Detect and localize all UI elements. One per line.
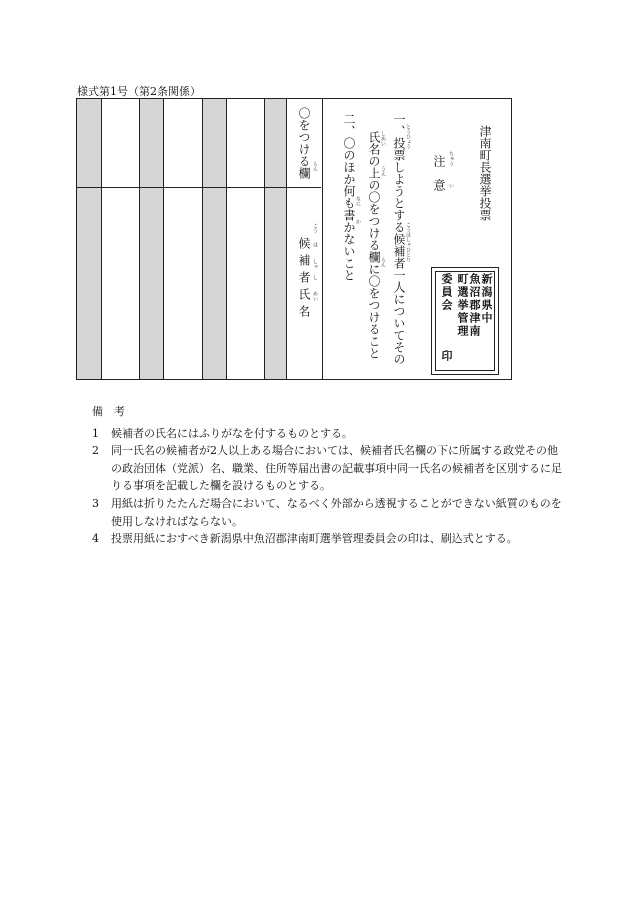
note-number: 1 [92,426,99,440]
candidate-ruby: めい [312,291,318,301]
vote-column [102,99,140,379]
ballot-title: 津南町長選挙投票 [478,125,492,221]
seal-line: 委員会 [440,273,453,312]
column-divider [77,187,321,188]
note-text: 投票用紙におすべき新潟県中魚沼郡津南町選挙管理委員会の印は、刷込式とする。 [111,532,518,546]
notes-title: 備 考 [92,405,125,418]
note-text: 候補者の氏名にはふりがなを付するものとする。 [111,426,353,440]
note-number: 3 [92,496,99,510]
seal-line: 町選挙管理 [456,273,469,338]
candidate-column-label: 候補者氏名 [297,237,311,322]
seal-line: 魚沼郡津南 [468,273,481,338]
notes-section [92,403,562,548]
gray-column [140,99,164,379]
notice-ruby: ちゅう [448,151,454,166]
gray-column [203,99,227,379]
candidate-ruby: し [312,275,318,280]
instruction-1-ruby: とうひょう [405,124,411,149]
candidate-ruby: ほ [312,242,318,247]
vote-column [164,99,203,379]
seal-line: 新潟県中 [480,273,493,325]
note-item [92,442,562,495]
mark-column-ruby: らん [312,161,318,171]
gray-column [77,99,102,379]
note-number: 2 [92,444,99,458]
instruction-1-ruby: こうほしゃひとり [405,222,411,262]
instruction-1-cont: 氏名の上の〇をつける欄に〇をつけること [367,131,381,359]
note-number: 4 [92,532,99,546]
form-label: 様式第1号（第2条関係） [77,85,201,98]
vote-column [227,99,265,379]
instruction-2-ruby: なに [355,196,361,206]
instruction-1-ruby: うえ [380,166,386,176]
ballot-form [76,98,512,380]
seal-line: 印 [440,350,453,363]
mark-column-label: 〇をつける欄 [297,107,311,179]
note-item [92,425,562,443]
note-item [92,530,562,548]
election-commission-seal [431,267,499,375]
instruction-2: 二、〇のほか何も書かないこと [342,113,356,281]
candidate-ruby: しゃ [312,259,318,269]
candidate-ruby: こう [312,223,318,233]
note-item [92,495,562,530]
instruction-1-ruby: らん [380,257,386,267]
notice-ruby: い [448,183,454,188]
instruction-1: 一、投票しようとする候補者一人についてその [392,113,406,365]
notice-heading: 注 意 [432,155,446,191]
instruction-1-ruby: しめい [380,131,386,146]
gray-column [265,99,287,379]
note-text: 用紙は折りたたんだ場合において、なるべく外部から透視することができない紙質のものを使用しなければならない。 [111,496,562,528]
note-text: 同一氏名の候補者が2人以上ある場合においては、候補者氏名欄の下に所属する政党その他の政治団体（党派）名、職業、住所等届出書の記載事項中同一氏名の候補者を区別するに足りる事項を記載した欄を設けるものとする。 [111,444,562,493]
instruction-2-ruby: か [355,219,361,224]
